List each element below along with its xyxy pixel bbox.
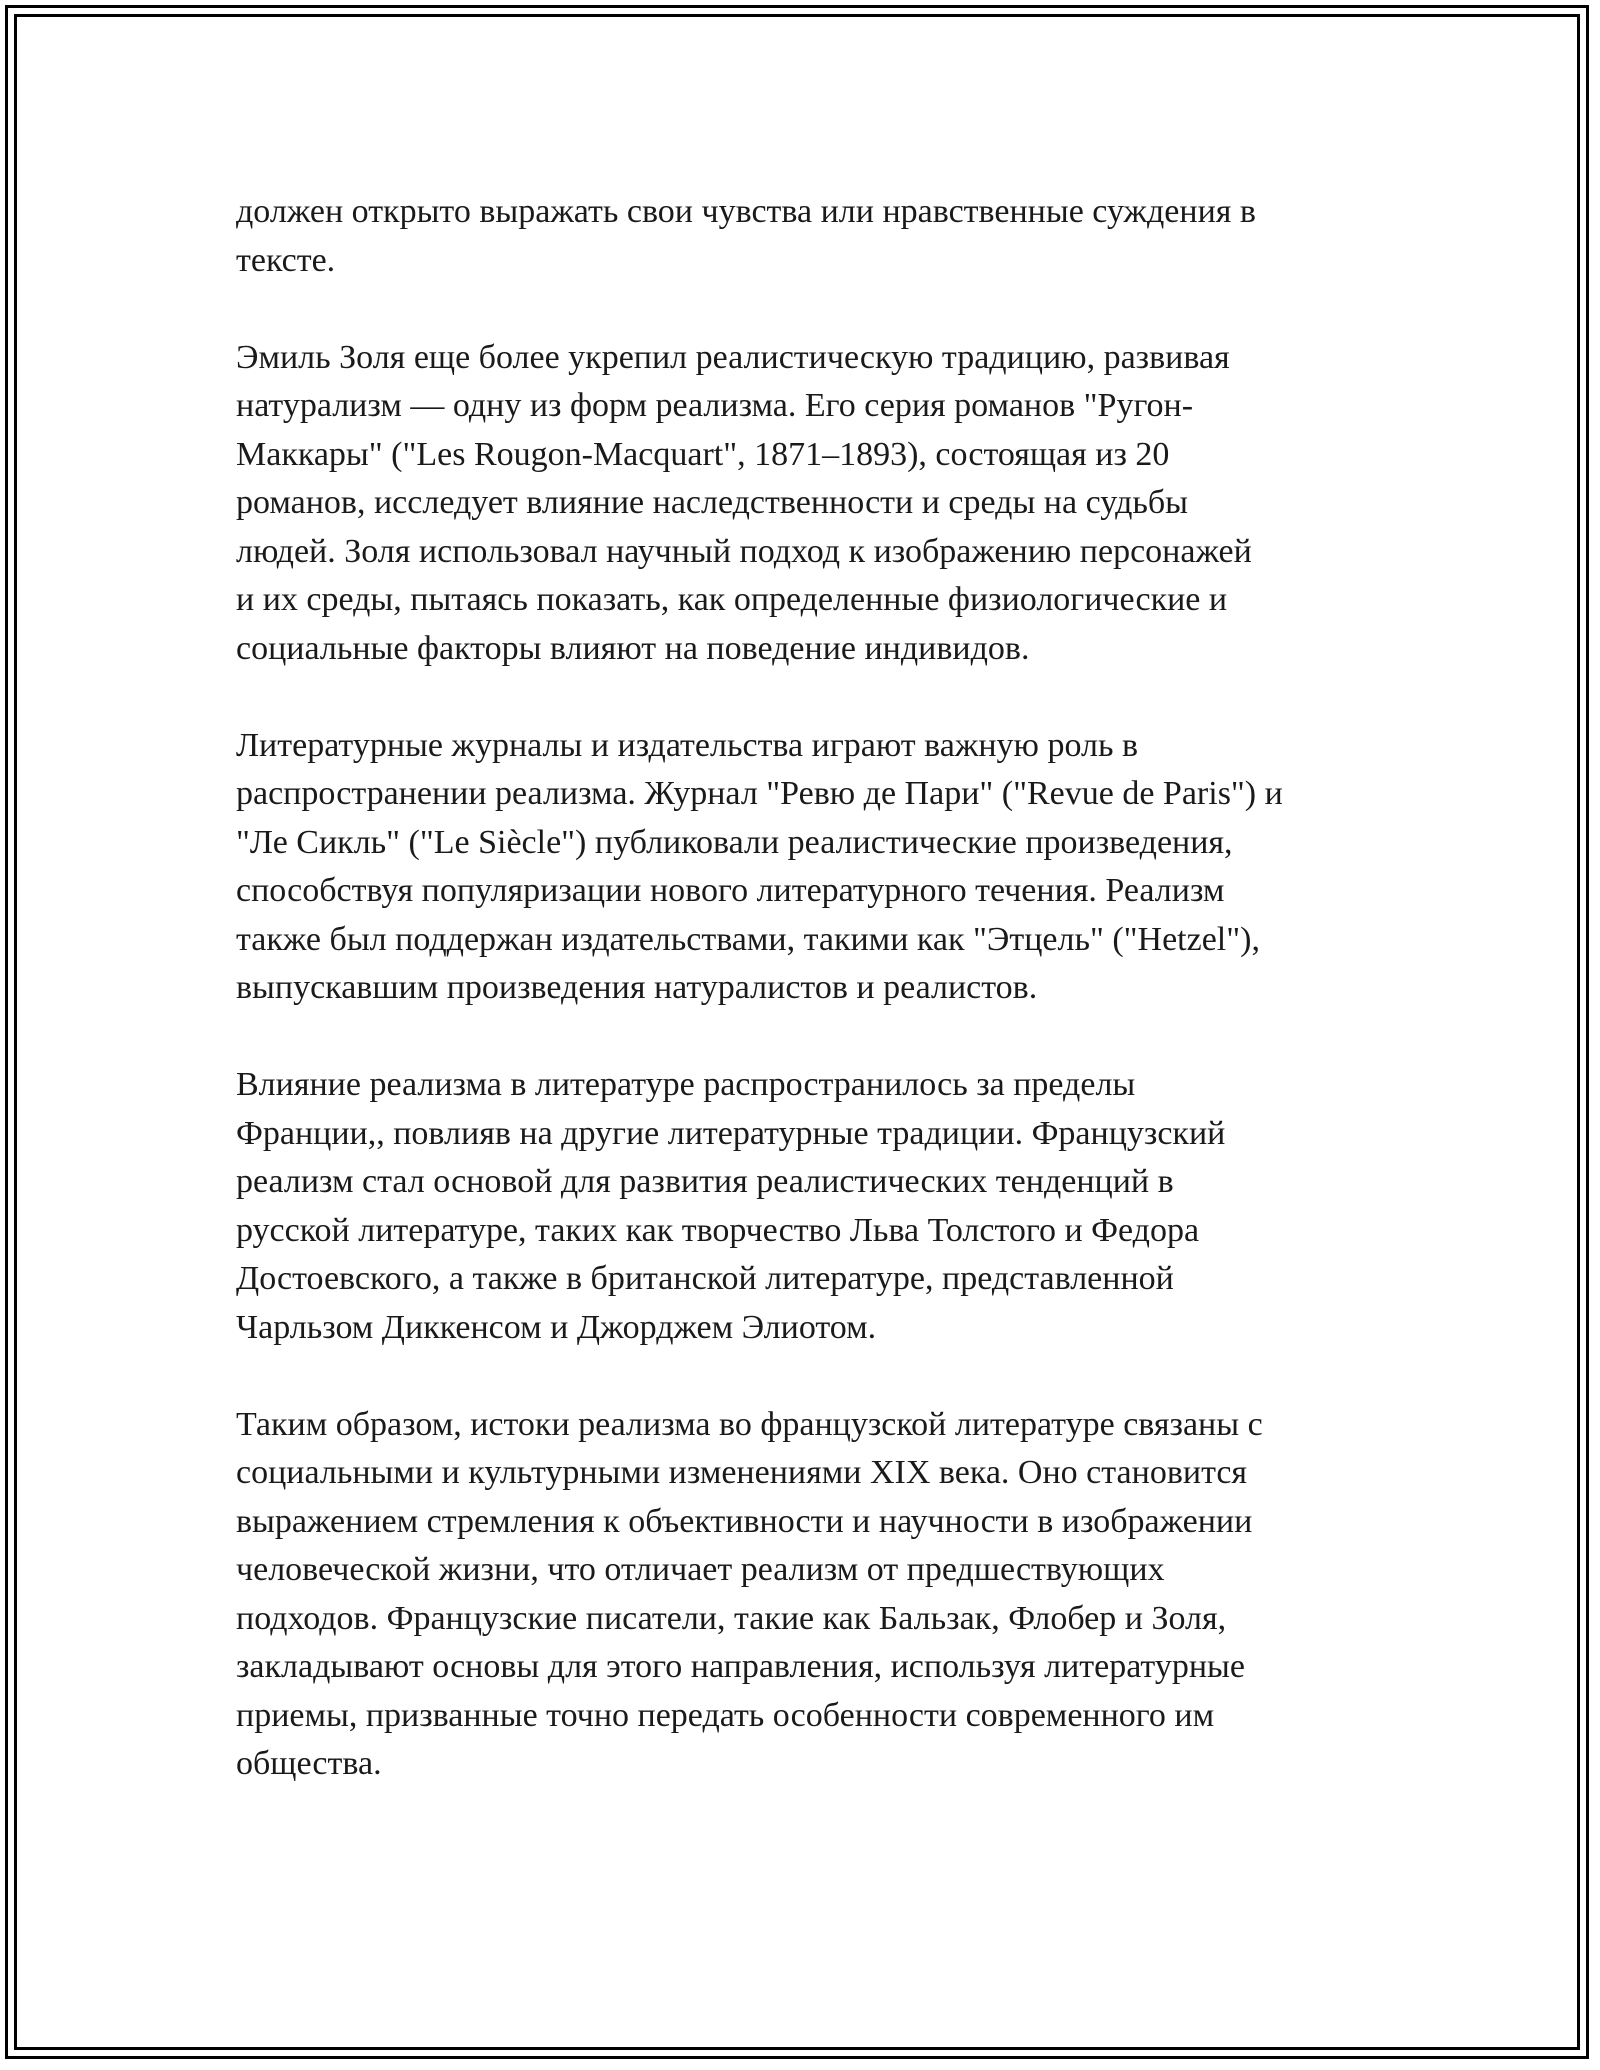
paragraph-3: Литературные журналы и издательства играют важную роль в распространении реализма. Журнал "Ревю де Пари" ("Revue de Paris") и "Ле Сикль" ("Le Siècle") публиковали реалистические произведения, способствуя популяризации нового литературного течения. Реализм также был поддержан издательствами, такими как "Этцель" ("Hetzel"), выпускавшим произведения натуралистов и реалистов. — [236, 726, 1283, 1006]
document-body — [236, 188, 1376, 1837]
paragraph-1: должен открыто выражать свои чувства или нравственные суждения в тексте. — [236, 193, 1256, 279]
paragraph-5: Таким образом, истоки реализма во французской литературе связаны с социальными и культурными изменениями XIX века. Оно становится выражением стремления к объективности и научности в изображении человеческой жизни, что отличает реализм от предшествующих подходов. Французские писатели, такие как Бальзак, Флобер и Золя, закладывают основы для этого направления, используя литературные приемы, призванные точно передать особенности современного им общества. — [236, 1405, 1263, 1782]
paragraph-4: Влияние реализма в литературе распространилось за пределы Франции,, повлияв на другие литературные традиции. Французский реализм стал основой для развития реалистических тенденций в русской литературе, таких как творчество Льва Толстого и Федора Достоевского, а также в британской литературе, представленной Чарльзом Диккенсом и Джорджем Элиотом. — [236, 1066, 1226, 1346]
paragraph-2: Эмиль Золя еще более укрепил реалистическую традицию, развивая натурализм — одну из форм реализма. Его серия романов "Ругон- Маккары" ("Les Rougon-Macquart", 1871–1893), состоящая из 20 романов, исследует влияние наследственности и среды на судьбы людей. Золя использовал научный подход к изображению персонажей и их среды, пытаясь показать, как определенные физиологические и социальные факторы влияют на поведение индивидов. — [236, 338, 1252, 667]
